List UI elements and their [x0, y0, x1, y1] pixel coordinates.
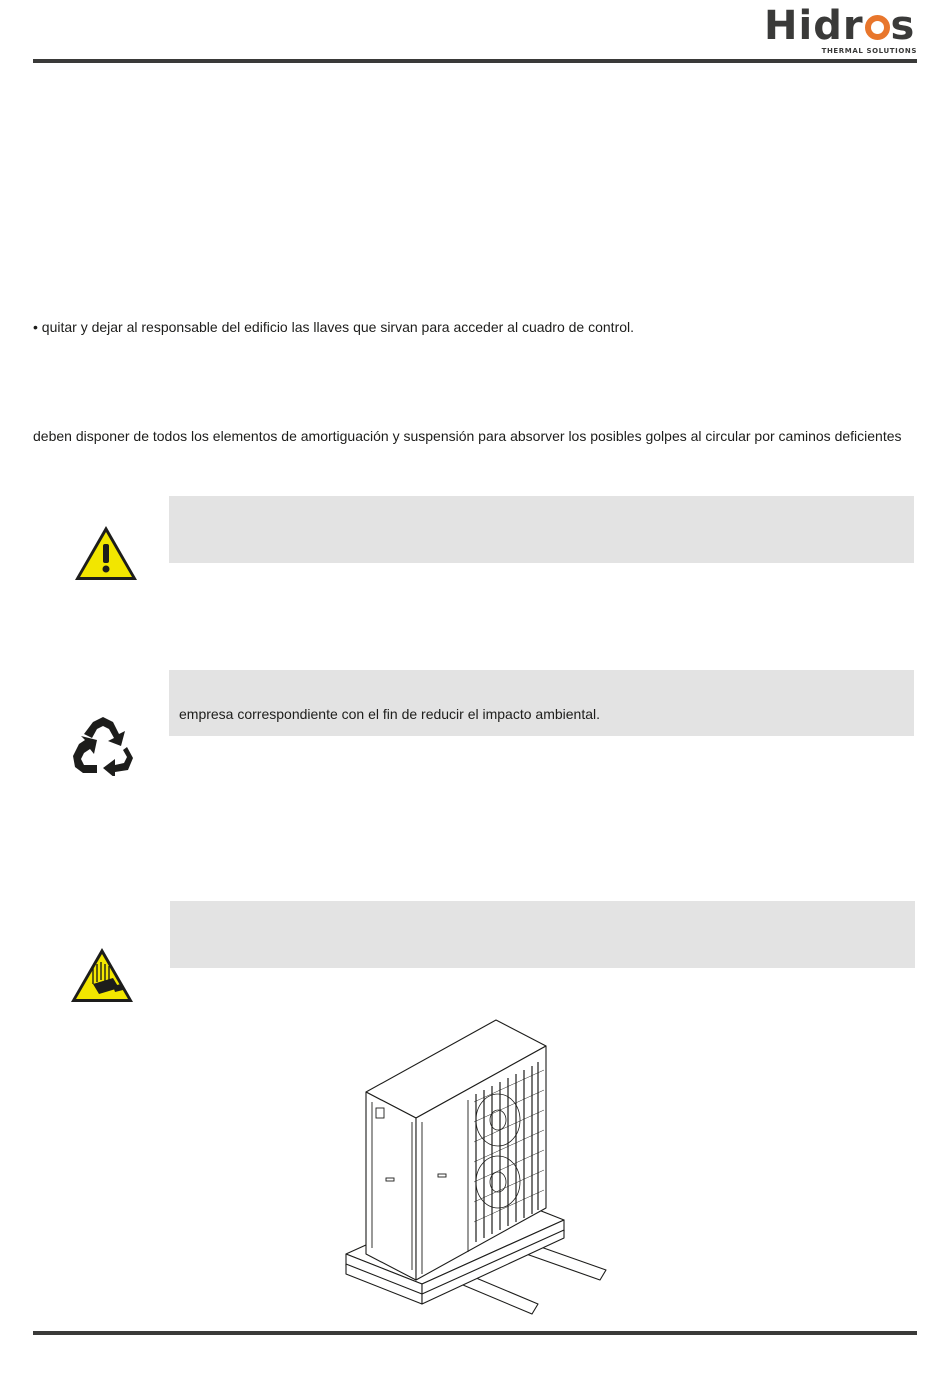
logo-wordmark: Hidr s — [764, 3, 916, 49]
warning-triangle-icon — [73, 524, 139, 582]
recycle-note-text: empresa correspondiente con el fin de reducir el impacto ambiental. — [179, 706, 601, 722]
header-rule — [33, 59, 917, 63]
logo-subtitle: THERMAL SOLUTIONS — [821, 47, 917, 55]
recycle-icon — [71, 716, 135, 776]
transport-line: deben disponer de todos los elementos de amortiguación y suspensión para absorver los posibles golpes al circular por caminos deficientes — [33, 428, 902, 444]
footer-rule — [33, 1331, 917, 1335]
hidros-logo — [764, 3, 919, 58]
recycle-note-box — [169, 670, 914, 736]
forklift-handling-warning-icon — [69, 946, 135, 1004]
heat-pump-on-pallet-illustration — [338, 1012, 612, 1324]
bullet-line: • quitar y dejar al responsable del edificio las llaves que sirvan para acceder al cuadro de control. — [33, 319, 635, 335]
handling-note-box — [170, 901, 915, 968]
warning-note-box — [169, 496, 914, 563]
